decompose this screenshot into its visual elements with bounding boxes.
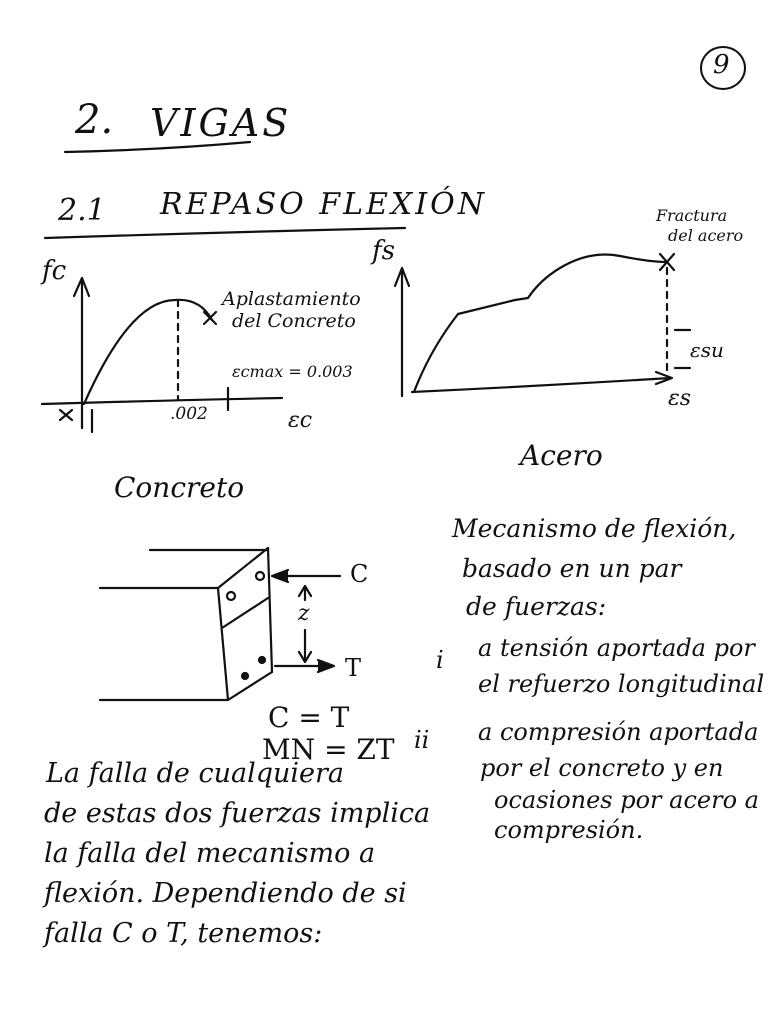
section-number: 2.1 (58, 193, 106, 228)
heading-title: VIGAS (150, 101, 292, 145)
item-ii-line-1: a compresión aportada (478, 718, 759, 746)
concrete-x-label: εc (288, 408, 313, 433)
concrete-origin-mark (60, 410, 72, 420)
concrete-x-axis (42, 398, 282, 404)
item-ii-line-3: ocasiones por acero a (494, 786, 759, 814)
steel-caption: Acero (520, 439, 603, 472)
equation-2: MN = ZT (262, 733, 395, 766)
rebar-top-2 (256, 572, 264, 580)
failure-line-5: falla C o T, tenemos: (44, 918, 323, 949)
rebar-top-1 (227, 592, 235, 600)
failure-line-3: la falla del mecanismo a (44, 838, 376, 869)
beam-face-diagonal (218, 548, 268, 588)
mechanism-line-1: Mecanismo de flexión, (452, 514, 737, 543)
item-i-line-1: a tensión aportada por (478, 634, 755, 662)
item-ii-line-2: por el concreto y en (480, 754, 724, 782)
failure-line-4: flexión. Dependiendo de si (44, 878, 407, 909)
beam-face-left (218, 588, 228, 700)
steel-x-label: εs (668, 386, 692, 411)
concrete-caption: Concreto (114, 471, 245, 504)
concrete-curve (84, 300, 212, 404)
steel-strain-bracket (675, 330, 690, 368)
rebar-bottom-2 (259, 657, 265, 663)
rebar-bottom-1 (242, 673, 248, 679)
concrete-max-strain: εcmax = 0.003 (232, 362, 353, 381)
page-number: 9 (713, 50, 730, 80)
steel-annotation-1: Fractura (656, 206, 728, 225)
item-ii-marker: ii (414, 726, 430, 754)
tension-arrowhead (318, 660, 334, 672)
steel-y-label: fs (372, 236, 395, 266)
lever-arm-label: z (298, 601, 310, 626)
tension-label: T (345, 654, 362, 682)
heading-underline (65, 142, 250, 152)
beam-face-bottom (228, 672, 272, 700)
steel-ultimate-strain: εsu (690, 338, 724, 362)
concrete-end-mark (204, 312, 216, 324)
mechanism-line-2: basado en un par (462, 554, 682, 583)
section-title: REPASO FLEXIÓN (160, 187, 487, 222)
mechanism-line-3: de fuerzas: (466, 592, 607, 621)
beam-face-line (222, 598, 268, 628)
concrete-annotation-2: del Concreto (232, 310, 356, 332)
item-i-line-2: el refuerzo longitudinal (478, 670, 765, 698)
section-underline (45, 228, 405, 238)
item-ii-line-4: compresión. (494, 816, 644, 844)
lever-arm-top (299, 586, 311, 600)
compression-arrowhead (272, 570, 288, 582)
steel-curve (414, 255, 666, 393)
concrete-y-label: fc (42, 256, 67, 286)
heading-number: 2. (75, 97, 114, 143)
failure-line-1: La falla de cualquiera (46, 758, 345, 789)
equation-1: C = T (268, 701, 350, 734)
steel-annotation-2: del acero (668, 226, 744, 245)
steel-x-axis (412, 378, 670, 392)
beam-top-edge (150, 548, 268, 550)
compression-label: C (350, 560, 369, 588)
concrete-peak-strain: .002 (170, 404, 208, 424)
lever-arm-bottom (299, 630, 311, 662)
concrete-annotation-1: Aplastamiento (222, 288, 361, 310)
item-i-marker: i (436, 646, 444, 674)
failure-line-2: de estas dos fuerzas implica (44, 798, 431, 829)
beam-face-right (268, 548, 272, 672)
